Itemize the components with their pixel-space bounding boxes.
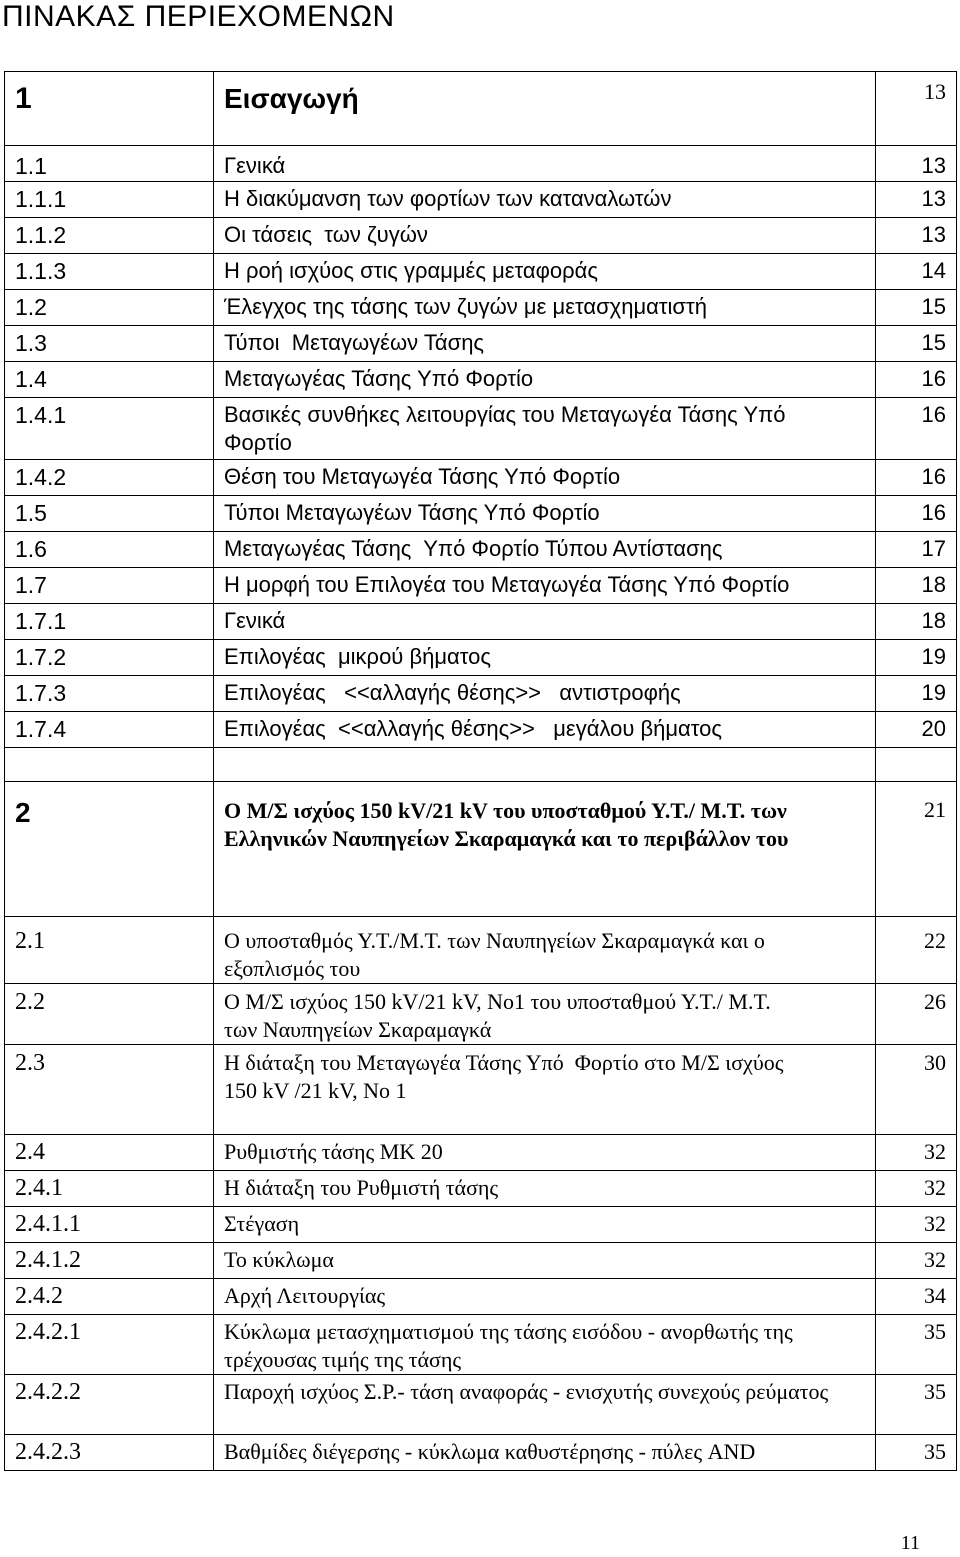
toc-row xyxy=(5,1207,957,1243)
section-title: Βαθμίδες διέγερσης - κύκλωμα καθυστέρησης - πύλες AND xyxy=(214,1435,876,1471)
section-title: Επιλογέας <<αλλαγής θέσης>> μεγάλου βήματος xyxy=(214,712,876,748)
section-page: 15 xyxy=(876,290,957,326)
section-page: 20 xyxy=(876,712,957,748)
toc-row xyxy=(5,182,957,218)
chapter-page: 13 xyxy=(876,72,957,146)
toc-row xyxy=(5,496,957,532)
section-page: 13 xyxy=(876,182,957,218)
toc-spacer-row xyxy=(5,748,957,782)
section-title: Τύποι Μεταγωγέων Τάσης xyxy=(214,326,876,362)
section-page: 18 xyxy=(876,604,957,640)
toc-row xyxy=(5,1315,957,1375)
section-title: Ο Μ/Σ ισχύος 150 kV/21 kV, Νο1 του υποσταθμού Υ.Τ./ Μ.Τ. των Ναυπηγείων Σκαραμαγκά xyxy=(214,984,876,1045)
section-number: 1.1.2 xyxy=(5,218,214,254)
section-page: 32 xyxy=(876,1171,957,1207)
section-number: 1.7.2 xyxy=(5,640,214,676)
section-number: 1.2 xyxy=(5,290,214,326)
section-number: 2.4.2.2 xyxy=(5,1375,214,1435)
section-number: 2.2 xyxy=(5,984,214,1045)
toc-row xyxy=(5,984,957,1045)
section-number: 1.7.4 xyxy=(5,712,214,748)
toc-row xyxy=(5,532,957,568)
section-page: 35 xyxy=(876,1375,957,1435)
section-title: Τύποι Μεταγωγέων Τάσης Υπό Φορτίο xyxy=(214,496,876,532)
toc-row xyxy=(5,917,957,984)
toc-chapter-row xyxy=(5,72,957,146)
section-number: 1.7 xyxy=(5,568,214,604)
section-number: 2.4.2 xyxy=(5,1279,214,1315)
section-number: 1.1 xyxy=(5,146,214,182)
section-page: 22 xyxy=(876,917,957,984)
chapter-title: Εισαγωγή xyxy=(214,72,876,146)
toc-row xyxy=(5,460,957,496)
section-title: Μεταγωγέας Τάσης Υπό Φορτίο Τύπου Αντίστασης xyxy=(214,532,876,568)
toc-row xyxy=(5,1045,957,1135)
section-number: 2.4.1 xyxy=(5,1171,214,1207)
chapter-title: Ο Μ/Σ ισχύος 150 kV/21 kV του υποσταθμού Υ.Τ./ Μ.Τ. των Ελληνικών Ναυπηγείων Σκαραμαγκά και το περιβάλλον του xyxy=(214,782,876,917)
section-number: 2.4.2.3 xyxy=(5,1435,214,1471)
section-number: 1.4.1 xyxy=(5,398,214,460)
section-number: 2.1 xyxy=(5,917,214,984)
section-page: 16 xyxy=(876,460,957,496)
toc-row xyxy=(5,362,957,398)
section-number: 1.7.1 xyxy=(5,604,214,640)
toc-row xyxy=(5,290,957,326)
toc-row xyxy=(5,398,957,460)
section-page: 35 xyxy=(876,1435,957,1471)
section-title: Γενικά xyxy=(214,146,876,182)
section-page: 16 xyxy=(876,496,957,532)
section-title: Γενικά xyxy=(214,604,876,640)
section-page: 26 xyxy=(876,984,957,1045)
chapter-number: 2 xyxy=(5,782,214,917)
section-number: 1.7.3 xyxy=(5,676,214,712)
section-page: 35 xyxy=(876,1315,957,1375)
section-title-line: Η διάταξη του Μεταγωγέα Τάσης Υπό Φορτίο στο Μ/Σ ισχύος xyxy=(224,1050,784,1075)
toc-table xyxy=(4,71,957,1471)
section-page: 14 xyxy=(876,254,957,290)
section-page: 13 xyxy=(876,146,957,182)
section-page: 30 xyxy=(876,1045,957,1135)
section-page: 18 xyxy=(876,568,957,604)
section-title: Η διάταξη του Ρυθμιστή τάσης xyxy=(214,1171,876,1207)
section-number: 1.5 xyxy=(5,496,214,532)
toc-row xyxy=(5,254,957,290)
section-title xyxy=(214,1045,876,1135)
section-number: 1.1.1 xyxy=(5,182,214,218)
section-number: 1.1.3 xyxy=(5,254,214,290)
section-number: 2.4 xyxy=(5,1135,214,1171)
toc-row xyxy=(5,146,957,182)
toc-row xyxy=(5,712,957,748)
section-title: Η ροή ισχύος στις γραμμές μεταφοράς xyxy=(214,254,876,290)
section-title: Η διακύμανση των φορτίων των καταναλωτών xyxy=(214,182,876,218)
section-number: 1.4 xyxy=(5,362,214,398)
section-title: Ο υποσταθμός Υ.Τ./Μ.Τ. των Ναυπηγείων Σκαραμαγκά και ο εξοπλισμός του xyxy=(214,917,876,984)
section-page: 16 xyxy=(876,398,957,460)
toc-row xyxy=(5,1243,957,1279)
toc-row xyxy=(5,1279,957,1315)
section-page: 32 xyxy=(876,1207,957,1243)
section-title: Παροχή ισχύος Σ.Ρ.- τάση αναφοράς - ενισχυτής συνεχούς ρεύματος xyxy=(214,1375,876,1435)
section-number: 1.6 xyxy=(5,532,214,568)
section-title: Μεταγωγέας Τάσης Υπό Φορτίο xyxy=(214,362,876,398)
section-title: Επιλογέας μικρού βήματος xyxy=(214,640,876,676)
section-page: 17 xyxy=(876,532,957,568)
toc-row xyxy=(5,604,957,640)
toc-row xyxy=(5,326,957,362)
chapter-page: 21 xyxy=(876,782,957,917)
toc-row xyxy=(5,640,957,676)
section-title-line: 150 kV /21 kV, Νο 1 xyxy=(224,1078,407,1103)
section-number: 2.4.1.2 xyxy=(5,1243,214,1279)
section-page: 13 xyxy=(876,218,957,254)
toc-row xyxy=(5,1135,957,1171)
section-number: 2.3 xyxy=(5,1045,214,1135)
toc-chapter-row xyxy=(5,782,957,917)
toc-row xyxy=(5,676,957,712)
section-page: 32 xyxy=(876,1243,957,1279)
section-page: 15 xyxy=(876,326,957,362)
page-number: 11 xyxy=(900,1532,920,1554)
section-title: Κύκλωμα μετασχηματισμού της τάσης εισόδου - ανορθωτής της τρέχουσας τιμής της τάσης xyxy=(214,1315,876,1375)
toc-row xyxy=(5,1375,957,1435)
section-title: Στέγαση xyxy=(214,1207,876,1243)
section-page: 19 xyxy=(876,676,957,712)
section-title: Θέση του Μεταγωγέα Τάσης Υπό Φορτίο xyxy=(214,460,876,496)
section-number: 2.4.2.1 xyxy=(5,1315,214,1375)
section-number: 2.4.1.1 xyxy=(5,1207,214,1243)
toc-row xyxy=(5,568,957,604)
section-title: Βασικές συνθήκες λειτουργίας του Μεταγωγέα Τάσης Υπό Φορτίο xyxy=(214,398,876,460)
section-number: 1.4.2 xyxy=(5,460,214,496)
section-title: Το κύκλωμα xyxy=(214,1243,876,1279)
chapter-number: 1 xyxy=(5,72,214,146)
toc-row xyxy=(5,1171,957,1207)
section-title: Ρυθμιστής τάσης ΜΚ 20 xyxy=(214,1135,876,1171)
section-title: Η μορφή του Επιλογέα του Μεταγωγέα Τάσης Υπό Φορτίο xyxy=(214,568,876,604)
section-title: Οι τάσεις των ζυγών xyxy=(214,218,876,254)
toc-row xyxy=(5,218,957,254)
toc-row xyxy=(5,1435,957,1471)
section-number: 1.3 xyxy=(5,326,214,362)
section-page: 16 xyxy=(876,362,957,398)
section-page: 19 xyxy=(876,640,957,676)
section-title: Επιλογέας <<αλλαγής θέσης>> αντιστροφής xyxy=(214,676,876,712)
section-title: Αρχή Λειτουργίας xyxy=(214,1279,876,1315)
section-page: 34 xyxy=(876,1279,957,1315)
section-title: Έλεγχος της τάσης των ζυγών με μετασχηματιστή xyxy=(214,290,876,326)
section-page: 32 xyxy=(876,1135,957,1171)
document-title: ΠΙΝΑΚΑΣ ΠΕΡΙΕΧΟΜΕΝΩΝ xyxy=(2,0,395,33)
